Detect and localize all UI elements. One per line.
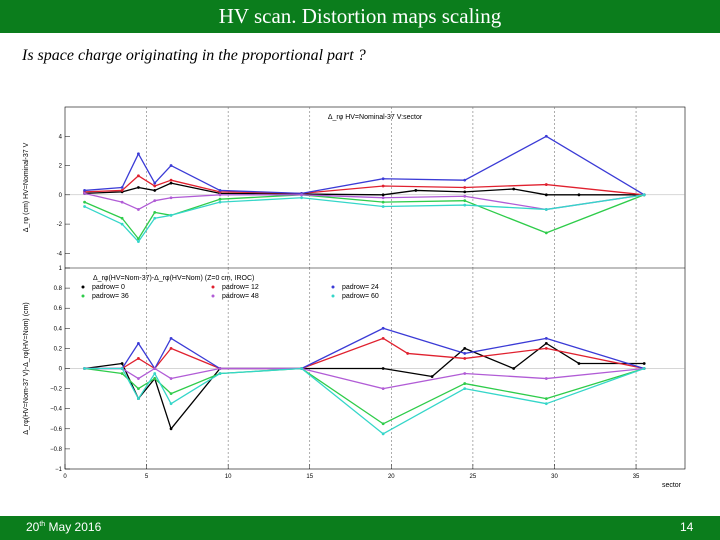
data-point: [83, 201, 86, 204]
legend-label: padrow= 60: [342, 293, 379, 300]
data-point: [137, 186, 140, 189]
data-point: [153, 199, 156, 202]
data-point: [382, 337, 385, 340]
data-point: [463, 195, 466, 198]
data-point: [512, 188, 515, 191]
legend-marker: [332, 286, 335, 289]
y-tick-label: −0.2: [50, 386, 62, 393]
legend-label: padrow= 0: [92, 284, 125, 291]
panel-title: Δ_rφ(HV=Nom-37)-Δ_rφ(HV=Nom) (Z=0 cm, IROC): [93, 275, 255, 282]
data-point: [578, 362, 581, 365]
data-point: [219, 198, 222, 201]
x-tick-label: 0: [63, 474, 67, 480]
x-tick-label: 30: [551, 474, 558, 480]
data-point: [463, 347, 466, 350]
data-point: [545, 183, 548, 186]
data-point: [463, 372, 466, 375]
data-point: [170, 196, 173, 199]
data-point: [463, 204, 466, 207]
data-point: [463, 199, 466, 202]
data-point: [137, 342, 140, 345]
data-point: [170, 214, 173, 217]
x-tick-label: 20: [387, 474, 395, 480]
data-point: [219, 189, 222, 192]
data-point: [545, 193, 548, 196]
footer-date: [26, 520, 101, 534]
data-point: [170, 402, 173, 405]
panel-title: Δ_rφ HV=Nominal-37 V:sector: [327, 114, 423, 121]
legend-marker: [82, 295, 85, 298]
data-point: [545, 347, 548, 350]
data-point: [463, 190, 466, 193]
y-tick-label: 1: [58, 266, 62, 272]
footer-day: 20: [26, 520, 40, 534]
data-point: [382, 196, 385, 199]
data-point: [463, 179, 466, 182]
data-point: [121, 201, 124, 204]
y-tick-label: -2: [56, 222, 62, 229]
data-point: [121, 367, 124, 370]
y-tick-label: 0.2: [53, 346, 62, 353]
data-point: [170, 164, 173, 167]
footer-day-suffix: th: [39, 521, 46, 528]
y-tick-label: -4: [56, 251, 62, 258]
slide-subtitle: Is space charge originating in the proportional part ?: [22, 47, 366, 64]
data-point: [643, 362, 646, 365]
data-point: [170, 427, 173, 430]
data-point: [83, 192, 86, 195]
data-point: [153, 377, 156, 380]
data-point: [382, 432, 385, 435]
data-point: [382, 177, 385, 180]
y-tick-label: 0.4: [53, 326, 62, 333]
legend-marker: [332, 295, 335, 298]
data-point: [170, 347, 173, 350]
x-tick-label: 5: [144, 474, 149, 480]
data-point: [170, 377, 173, 380]
y-tick-label: −0.4: [50, 406, 62, 413]
data-point: [219, 201, 222, 204]
data-point: [300, 193, 303, 196]
y-tick-label: 0.6: [53, 306, 62, 313]
data-point: [382, 205, 385, 208]
legend-marker: [212, 295, 215, 298]
data-point: [431, 375, 434, 378]
data-point: [83, 367, 86, 370]
data-point: [382, 327, 385, 330]
legend-marker: [82, 286, 85, 289]
y-tick-label: 4: [58, 134, 62, 141]
y-tick-label: 0: [58, 192, 62, 199]
x-tick-label: 10: [224, 474, 232, 480]
data-point: [545, 208, 548, 211]
x-tick-label: 25: [469, 474, 477, 480]
legend-marker: [212, 286, 215, 289]
data-point: [463, 352, 466, 355]
data-point: [463, 387, 466, 390]
data-point: [382, 201, 385, 204]
x-tick-label: 15: [306, 474, 314, 480]
data-point: [382, 367, 385, 370]
data-point: [382, 422, 385, 425]
data-point: [414, 189, 417, 192]
y-tick-label: 0.8: [53, 286, 62, 293]
data-point: [83, 205, 86, 208]
data-point: [382, 193, 385, 196]
data-point: [153, 217, 156, 220]
data-point: [545, 231, 548, 234]
y-axis-label: Δ_rφ(HV=Nom-37 V)-Δ_rφ(HV=Nom) (cm): [23, 302, 30, 435]
legend-label: padrow= 36: [92, 293, 129, 300]
footer-bar: [0, 516, 720, 540]
data-point: [219, 193, 222, 196]
data-point: [137, 174, 140, 177]
data-point: [137, 397, 140, 400]
data-point: [137, 377, 140, 380]
data-point: [382, 387, 385, 390]
page-number: 14: [680, 520, 694, 534]
x-tick-label: 35: [632, 474, 640, 480]
data-point: [153, 182, 156, 185]
data-point: [121, 217, 124, 220]
data-point: [137, 357, 140, 360]
data-point: [512, 367, 515, 370]
data-point: [137, 387, 140, 390]
data-point: [545, 397, 548, 400]
legend-label: padrow= 12: [222, 284, 259, 291]
data-point: [153, 372, 156, 375]
data-point: [382, 185, 385, 188]
data-point: [300, 196, 303, 199]
data-point: [153, 185, 156, 188]
data-point: [545, 342, 548, 345]
data-point: [170, 182, 173, 185]
data-point: [83, 189, 86, 192]
y-tick-label: −0.8: [50, 446, 62, 453]
y-tick-label: 2: [58, 163, 62, 170]
data-point: [121, 223, 124, 226]
data-point: [153, 211, 156, 214]
x-axis-label: sector: [661, 482, 681, 489]
footer-month-year: May 2016: [48, 520, 102, 534]
data-point: [578, 193, 581, 196]
data-point: [545, 135, 548, 138]
data-point: [153, 367, 156, 370]
data-point: [121, 186, 124, 189]
data-point: [463, 357, 466, 360]
data-point: [545, 402, 548, 405]
y-tick-label: 0: [58, 366, 62, 373]
data-point: [219, 367, 222, 370]
data-point: [137, 152, 140, 155]
data-point: [643, 193, 646, 196]
data-point: [137, 208, 140, 211]
legend-label: padrow= 48: [222, 293, 259, 300]
data-point: [153, 189, 156, 192]
data-point: [545, 377, 548, 380]
data-point: [406, 352, 409, 355]
data-point: [300, 367, 303, 370]
data-point: [170, 179, 173, 182]
data-point: [219, 372, 222, 375]
data-point: [545, 337, 548, 340]
y-tick-label: −1: [55, 467, 62, 473]
legend-label: padrow= 24: [342, 284, 379, 291]
data-point: [643, 367, 646, 370]
slide-title: HV scan. Distortion maps scaling: [218, 4, 502, 28]
data-point: [121, 372, 124, 375]
data-point: [170, 337, 173, 340]
data-point: [121, 362, 124, 365]
y-axis-label: Δ_rφ (cm) HV=Nominal-37 V: [23, 142, 30, 233]
data-point: [463, 382, 466, 385]
data-point: [463, 186, 466, 189]
y-tick-label: −0.6: [50, 426, 62, 433]
data-point: [137, 240, 140, 243]
data-point: [170, 392, 173, 395]
data-point: [121, 189, 124, 192]
